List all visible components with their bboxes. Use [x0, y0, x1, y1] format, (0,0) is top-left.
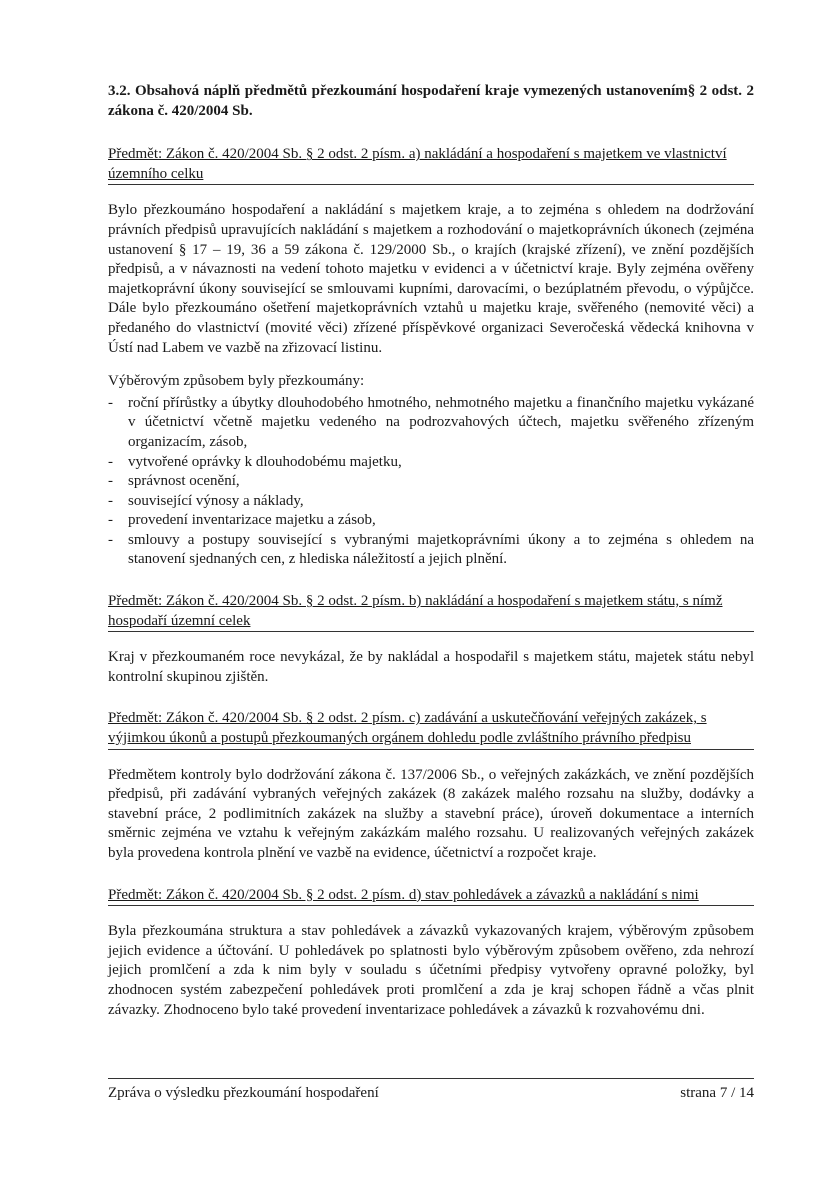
- footer-title: Zpráva o výsledku přezkoumání hospodaření: [108, 1085, 379, 1101]
- subject-a: Předmět: Zákon č. 420/2004 Sb. § 2 odst. 2 písm. a) nakládání a hospodaření s majetkem ve vlastnictví územního celku: [108, 146, 727, 182]
- subject-rule: [108, 631, 754, 632]
- section-c: [108, 709, 754, 863]
- paragraph: Byla přezkoumána struktura a stav pohledávek a závazků vykazovaných krajem, výběrovým způsobem jejich evidence a účtování. U pohledávek po splatnosti bylo výběrovým způsobem ověřeno, zda nehrozí jejich promlčení a zda k nim byly v souladu s účetními předpisy vytvořeny opravné položky, byl zhodnocen systém zabezpečení pohledávek proti promlčení a zda je kraj schopen řádně a včas plnit závazky. Zhodnoceno bylo také provedení inventarizace pohledávek a závazků k rozvahovému dni.: [108, 923, 754, 1018]
- list-item: - smlouvy a postupy související s vybranými majetkoprávními úkony a to zejména s ohledem na stanovení sjednaných cen, z hlediska náležitostí a jejich plnění.: [108, 531, 754, 570]
- paragraph: Výběrovým způsobem byly přezkoumány:: [108, 373, 365, 390]
- review-list: [108, 394, 754, 570]
- page-number: strana 7 / 14: [680, 1085, 754, 1101]
- subject-c: Předmět: Zákon č. 420/2004 Sb. § 2 odst. 2 písm. c) zadávání a uskutečňování veřejných zakázek, s výjimkou úkonů a postupů přezkoumaných orgánem dohledu podle zvláštního právního předpisu: [108, 710, 707, 747]
- paragraph: Bylo přezkoumáno hospodaření a nakládání s majetkem kraje, a to zejména s ohledem na dodržování právních předpisů upravujících nakládání s majetkem a rozhodování o majetkoprávních úkonech (zejména ustanovení § 17 – 19, 36 a 59 zákona č. 129/2000 Sb., o krajích (krajské zřízení), ve znění pozdějších předpisů, a v návaznosti na vedení tohoto majetku v evidenci a v účetnictví kraje. Byly zejména ověřeny majetkoprávní úkony související se smlouvami kupními, darovacími, o bezúplatném převodu, o výpůjčce. Dále bylo přezkoumáno ošetření majetkoprávních vztahů u majetku kraje, svěřeného (nemovité věci) a předaného do vlastnictví (movité věci) zřízené příspěvkové organizaci Severočeská vědecká knihovna v Ústí nad Labem ve vazbě na zřizovací listinu.: [108, 202, 754, 356]
- document-page: [108, 82, 754, 1034]
- section-a: [108, 145, 754, 570]
- subject-b: Předmět: Zákon č. 420/2004 Sb. § 2 odst. 2 písm. b) nakládání a hospodaření s majetkem státu, s nímž hospodaří územní celek: [108, 593, 723, 629]
- list-item: - roční přírůstky a úbytky dlouhodobého hmotného, nehmotného majetku a finančního majetku vykázané v účetnictví včetně majetku vedeného na podrozvahových účtech, majetku svěřeného zřízeným organizacím, zásob,: [108, 394, 754, 453]
- section-heading: 3.2. Obsahová náplň předmětů přezkoumání hospodaření kraje vymezených ustanovením§ 2 odst. 2 zákona č. 420/2004 Sb.: [108, 83, 754, 119]
- paragraph: Kraj v přezkoumaném roce nevykázal, že by nakládal a hospodařil s majetkem státu, majetek státu nebyl kontrolní skupinou zjištěn.: [108, 649, 754, 685]
- subject-d: Předmět: Zákon č. 420/2004 Sb. § 2 odst. 2 písm. d) stav pohledávek a závazků a nakládání s nimi: [108, 886, 699, 903]
- list-item: - provedení inventarizace majetku a zásob,: [108, 511, 754, 531]
- subject-rule: [108, 184, 754, 185]
- list-item: - související výnosy a náklady,: [108, 492, 754, 512]
- section-d: [108, 886, 754, 1021]
- section-b: [108, 592, 754, 687]
- subject-rule: [108, 749, 754, 750]
- page-footer: [108, 1078, 754, 1102]
- list-item: - vytvořené oprávky k dlouhodobému majetku,: [108, 453, 754, 473]
- paragraph: Předmětem kontroly bylo dodržování zákona č. 137/2006 Sb., o veřejných zakázkách, ve znění pozdějších předpisů, při zadávání vybraných veřejných zakázek (8 zakázek malého rozsahu na služby, dodávky a stavební práce, 2 podlimitních zakázek na služby a stavební práce), úroveň dokumentace a interních směrnic zejména ve vztahu k veřejným zakázkám malého rozsahu. U realizovaných veřejných zakázek byla provedena kontrola plnění ve vazbě na evidence, účetnictví a rozpočet kraje.: [108, 766, 754, 861]
- list-item: - správnost ocenění,: [108, 472, 754, 492]
- subject-rule: [108, 905, 754, 906]
